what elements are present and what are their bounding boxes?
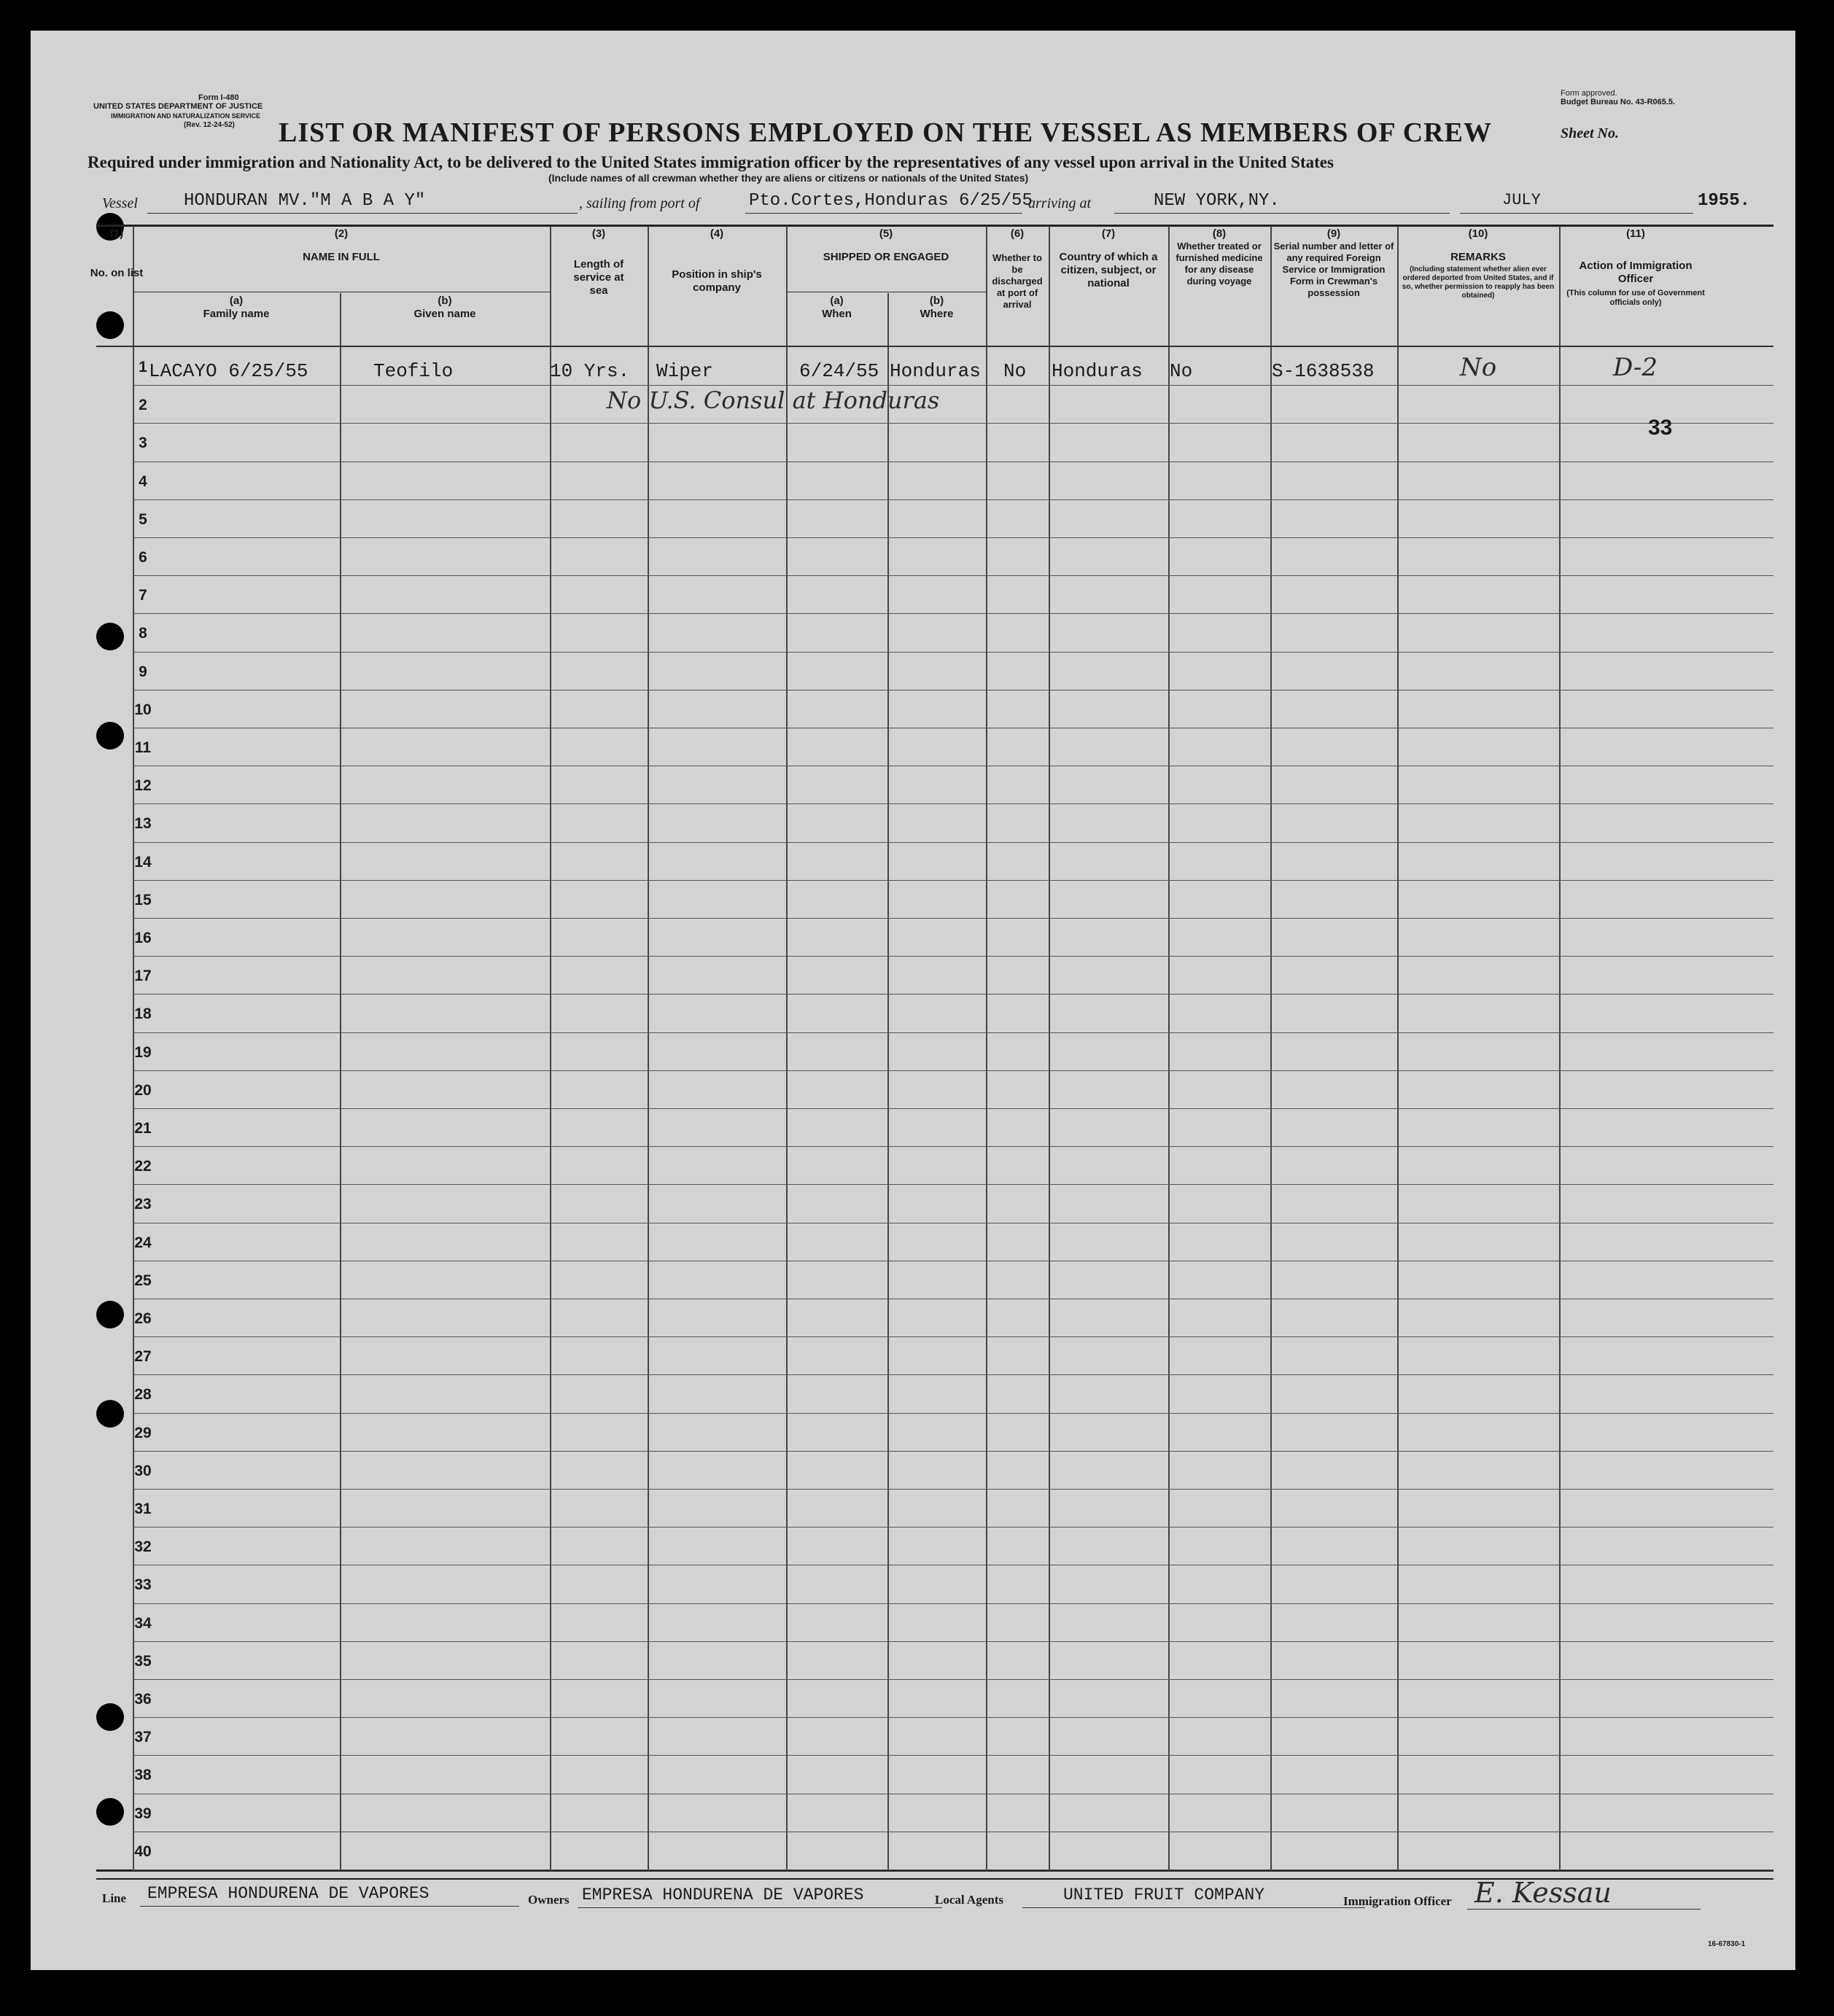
subtitle: Required under immigration and Nationality Act, to be delivered to the United States immigration officer by the representatives of any vessel upon arrival in the United States bbox=[88, 153, 1334, 171]
form-code: 16-67830-1 bbox=[1708, 1940, 1746, 1948]
owners-value: EMPRESA HONDURENA DE VAPORES bbox=[582, 1885, 864, 1904]
punch-hole bbox=[96, 722, 124, 750]
row1-remarks: No bbox=[1460, 353, 1497, 382]
officer-label: Immigration Officer bbox=[1343, 1894, 1452, 1908]
row-rule bbox=[133, 537, 1773, 538]
col6-number: (6) bbox=[1010, 227, 1025, 240]
row-rule bbox=[133, 1146, 1773, 1147]
handwritten-note: No U.S. Consul at Honduras bbox=[607, 386, 940, 414]
punch-hole bbox=[96, 623, 124, 650]
col6-header: Whether to be discharged at port of arrival bbox=[992, 252, 1043, 310]
col1-number: (1) bbox=[109, 227, 124, 240]
row-number: 8 bbox=[139, 625, 147, 642]
row-number: 6 bbox=[139, 549, 147, 566]
sheet-label: Sheet No. bbox=[1561, 125, 1619, 141]
row-number: 14 bbox=[134, 853, 152, 871]
row1-position: Wiper bbox=[656, 360, 714, 382]
row1-country: Honduras bbox=[1052, 360, 1143, 382]
sailing-label: , sailing from port of bbox=[579, 195, 700, 211]
row-rule bbox=[133, 994, 1773, 995]
punch-hole bbox=[96, 1400, 124, 1428]
row-rule bbox=[133, 842, 1773, 843]
col7-number: (7) bbox=[1101, 227, 1116, 240]
punch-hole bbox=[96, 1301, 124, 1328]
row-number: 35 bbox=[134, 1652, 152, 1670]
line-value: EMPRESA HONDURENA DE VAPORES bbox=[147, 1884, 430, 1903]
row-number: 33 bbox=[134, 1576, 152, 1594]
subtitle-note: (Include names of all crewman whether they are aliens or citizens or nationals of the United States) bbox=[548, 172, 1029, 184]
col10-number: (10) bbox=[1468, 227, 1488, 240]
vessel-value: HONDURAN MV."M A B A Y" bbox=[184, 191, 426, 211]
row-number: 1 bbox=[139, 359, 147, 375]
officer-signature: E. Kessau bbox=[1474, 1877, 1612, 1909]
row-number: 25 bbox=[134, 1272, 152, 1289]
row1-given-name: Teofilo bbox=[373, 360, 454, 382]
row-number: 13 bbox=[134, 815, 152, 833]
service: IMMIGRATION AND NATURALIZATION SERVICE bbox=[111, 112, 260, 120]
col8-number: (8) bbox=[1212, 227, 1227, 240]
col11-header: Action of Immigration Officer bbox=[1579, 260, 1693, 285]
col10-header: REMARKS bbox=[1450, 251, 1506, 263]
col5b-header: (b) Where bbox=[920, 295, 954, 320]
row-rule bbox=[133, 1336, 1773, 1337]
col10-note: (Including statement whether alien ever ordered deported from United States, and if so, whether permission to reapply has been obtained) bbox=[1402, 265, 1555, 300]
row-number: 24 bbox=[134, 1234, 152, 1251]
row-number: 20 bbox=[134, 1081, 152, 1099]
col11-note: (This column for use of Government officials only) bbox=[1566, 289, 1705, 307]
col2-header: NAME IN FULL bbox=[303, 251, 380, 263]
row1-family-name: LACAYO 6/25/55 bbox=[149, 360, 308, 382]
col11-number: (11) bbox=[1626, 227, 1645, 240]
col2a-header: (a) Family name bbox=[203, 295, 270, 320]
row-number: 40 bbox=[134, 1842, 152, 1860]
row-number: 29 bbox=[134, 1424, 152, 1441]
revision: (Rev. 12-24-52) bbox=[184, 121, 235, 129]
row-number: 17 bbox=[134, 968, 152, 985]
row1-where: Honduras bbox=[890, 360, 981, 382]
row-number: 21 bbox=[134, 1120, 152, 1137]
row-number: 34 bbox=[134, 1614, 152, 1632]
row-rule bbox=[133, 1679, 1773, 1680]
agents-value: UNITED FRUIT COMPANY bbox=[1063, 1885, 1265, 1904]
row-number: 3 bbox=[139, 435, 147, 452]
row1-treated: No bbox=[1170, 360, 1193, 382]
col8-header: Whether treated or furnished medicine for any disease during voyage bbox=[1176, 241, 1263, 287]
arriving-value: NEW YORK,NY. bbox=[1154, 191, 1280, 211]
row-rule bbox=[133, 499, 1773, 500]
row-number: 22 bbox=[134, 1158, 152, 1175]
row-rule bbox=[133, 1032, 1773, 1033]
row-rule bbox=[133, 1184, 1773, 1185]
col5a-header: (a) When bbox=[822, 295, 852, 320]
row-rule bbox=[133, 1869, 1773, 1870]
col9-header: Serial number and letter of any required Foreign Service or Immigration Form in Crewman's possession bbox=[1273, 241, 1394, 298]
col9-number: (9) bbox=[1326, 227, 1341, 240]
row-number: 39 bbox=[134, 1805, 152, 1822]
row1-discharged: No bbox=[1003, 360, 1027, 382]
col4-header: Position in ship's company bbox=[672, 268, 762, 294]
row-rule bbox=[133, 1755, 1773, 1756]
budget-bureau: Budget Bureau No. 43-R065.5. bbox=[1561, 98, 1676, 106]
row-number: 2 bbox=[139, 397, 147, 414]
row-number: 18 bbox=[134, 1005, 152, 1023]
row-number: 28 bbox=[134, 1386, 152, 1404]
row-rule bbox=[133, 918, 1773, 919]
row1-action: D-2 bbox=[1613, 353, 1658, 382]
arriving-label: arriving at bbox=[1028, 195, 1092, 211]
row-rule bbox=[133, 1603, 1773, 1604]
row-rule bbox=[133, 1374, 1773, 1375]
manifest-sheet bbox=[31, 31, 1795, 1970]
agents-label: Local Agents bbox=[935, 1893, 1003, 1907]
row-number: 12 bbox=[134, 777, 152, 795]
row-rule bbox=[133, 1070, 1773, 1071]
row-number: 19 bbox=[134, 1043, 152, 1061]
row-rule bbox=[133, 1641, 1773, 1642]
row-rule bbox=[133, 1451, 1773, 1452]
row-rule bbox=[133, 1489, 1773, 1490]
row-rule bbox=[133, 803, 1773, 804]
row-number: 30 bbox=[134, 1462, 152, 1479]
department: UNITED STATES DEPARTMENT OF JUSTICE bbox=[93, 102, 263, 111]
col2b-header: (b) Given name bbox=[413, 295, 476, 320]
col5-number: (5) bbox=[879, 227, 893, 240]
row-rule bbox=[133, 956, 1773, 957]
punch-hole bbox=[96, 311, 124, 339]
row-number: 9 bbox=[139, 663, 147, 680]
row1-when: 6/24/55 bbox=[799, 360, 879, 382]
row-rule bbox=[133, 613, 1773, 614]
col5-header: SHIPPED OR ENGAGED bbox=[823, 251, 949, 263]
year-value: 1955. bbox=[1698, 191, 1751, 211]
row-rule bbox=[133, 1717, 1773, 1718]
line-label: Line bbox=[102, 1891, 127, 1905]
row-number: 5 bbox=[139, 510, 147, 528]
row-rule bbox=[133, 1413, 1773, 1414]
punch-hole bbox=[96, 1798, 124, 1826]
row-number: 38 bbox=[134, 1767, 152, 1784]
row-rule bbox=[133, 1108, 1773, 1109]
row-number: 7 bbox=[139, 587, 147, 604]
form-number: Form I-480 bbox=[198, 93, 239, 102]
row-number: 26 bbox=[134, 1310, 152, 1327]
col2-number: (2) bbox=[334, 227, 349, 240]
row-number: 27 bbox=[134, 1348, 152, 1366]
page-number: 33 bbox=[1648, 416, 1673, 440]
row-rule bbox=[133, 575, 1773, 576]
punch-hole bbox=[96, 1703, 124, 1731]
page-title: LIST OR MANIFEST OF PERSONS EMPLOYED ON THE VESSEL AS MEMBERS OF CREW bbox=[279, 117, 1492, 148]
row-number: 37 bbox=[134, 1729, 152, 1746]
row-number: 31 bbox=[134, 1501, 152, 1517]
row-rule bbox=[133, 423, 1773, 424]
owners-label: Owners bbox=[528, 1893, 570, 1907]
form-approved: Form approved. bbox=[1561, 89, 1617, 98]
sailing-value: Pto.Cortes,Honduras 6/25/55 bbox=[749, 191, 1033, 211]
row-rule bbox=[133, 385, 1773, 386]
vessel-label: Vessel bbox=[102, 195, 138, 211]
row-number: 11 bbox=[134, 739, 152, 756]
row-number: 32 bbox=[134, 1538, 152, 1556]
row-rule bbox=[133, 652, 1773, 653]
row-rule bbox=[133, 880, 1773, 881]
col3-number: (3) bbox=[591, 227, 606, 240]
col4-number: (4) bbox=[710, 227, 724, 240]
row-number: 10 bbox=[134, 701, 152, 718]
row-number: 15 bbox=[134, 891, 152, 908]
row-number: 36 bbox=[134, 1691, 152, 1708]
month-value: JULY bbox=[1502, 191, 1541, 209]
col3-header: Length of service at sea bbox=[573, 258, 624, 297]
row1-service: 10 Yrs. bbox=[550, 360, 630, 382]
col7-header: Country of which a citizen, subject, or national bbox=[1059, 251, 1158, 289]
row-number: 23 bbox=[134, 1196, 152, 1213]
row-number: 16 bbox=[134, 930, 152, 946]
row1-serial: S-1638538 bbox=[1272, 360, 1375, 382]
row-number: 4 bbox=[139, 472, 147, 490]
col1-header: No. on list bbox=[90, 267, 144, 279]
